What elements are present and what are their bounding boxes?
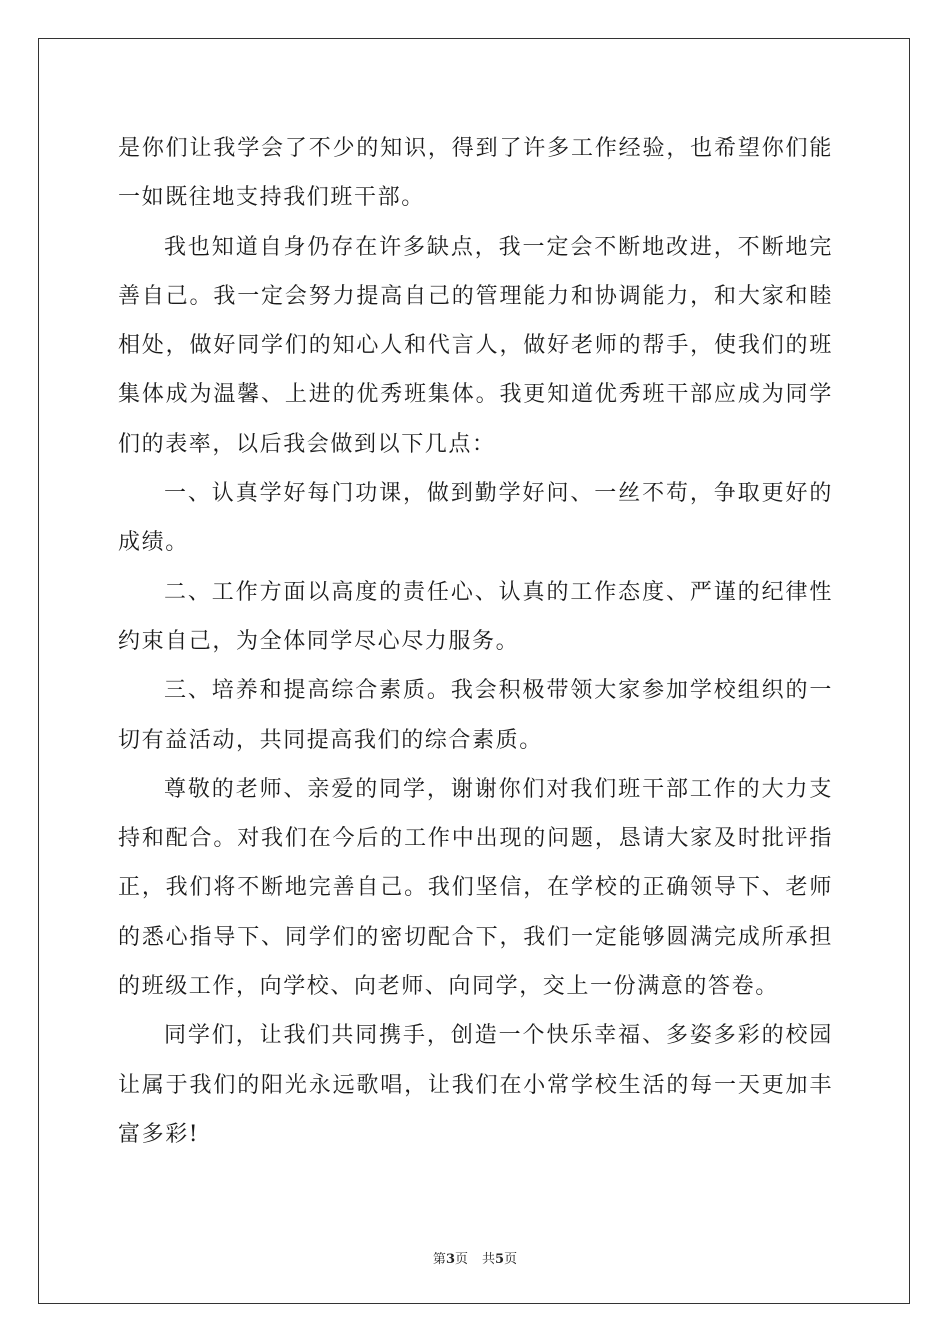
paragraph: 同学们，让我们共同携手，创造一个快乐幸福、多姿多彩的校园让属于我们的阳光永远歌唱，让我们在小常学校生活的每一天更加丰富多彩!: [118, 1023, 833, 1147]
current-page-number: 3: [445, 1252, 455, 1267]
paragraph: 我也知道自身仍存在许多缺点，我一定会不断地改进，不断地完善自己。我一定会努力提高自己的管理能力和协调能力，和大家和睦相处，做好同学们的知心人和代言人，做好老师的帮手，使我们的班集体成为温馨、上进的优秀班集体。我更知道优秀班干部应成为同学们的表率，以后我会做到以下几点：: [118, 234, 833, 457]
total-pages-label: [482, 1252, 517, 1267]
page-suffix: 页: [454, 1252, 468, 1267]
paragraph: 二、工作方面以高度的责任心、认真的工作态度、严谨的纪律性约束自己，为全体同学尽心尽力服务。: [118, 579, 833, 654]
paragraph: 尊敬的老师、亲爱的同学，谢谢你们对我们班干部工作的大力支持和配合。对我们在今后的工作中出现的问题，恳请大家及时批评指正，我们将不断地完善自己。我们坚信，在学校的正确领导下、老师的悉心指导下、同学们的密切配合下，我们一定能够圆满完成所承担的班级工作，向学校、向老师、向同学，交上一份满意的答卷。: [118, 776, 833, 1000]
total-suffix: 页: [504, 1252, 518, 1267]
page-number-label: [433, 1252, 468, 1267]
document-body: [118, 124, 833, 1159]
total-pages-number: 5: [495, 1252, 505, 1267]
paragraph: 是你们让我学会了不少的知识，得到了许多工作经验，也希望你们能一如既往地支持我们班干部。: [118, 136, 833, 211]
page-prefix: 第: [432, 1252, 446, 1267]
page-footer: [0, 1248, 950, 1267]
total-prefix: 共: [482, 1252, 496, 1267]
paragraph: 三、培养和提高综合素质。我会积极带领大家参加学校组织的一切有益活动，共同提高我们的综合素质。: [118, 678, 833, 753]
paragraph: 一、认真学好每门功课，做到勤学好问、一丝不苟，争取更好的成绩。: [118, 481, 833, 556]
